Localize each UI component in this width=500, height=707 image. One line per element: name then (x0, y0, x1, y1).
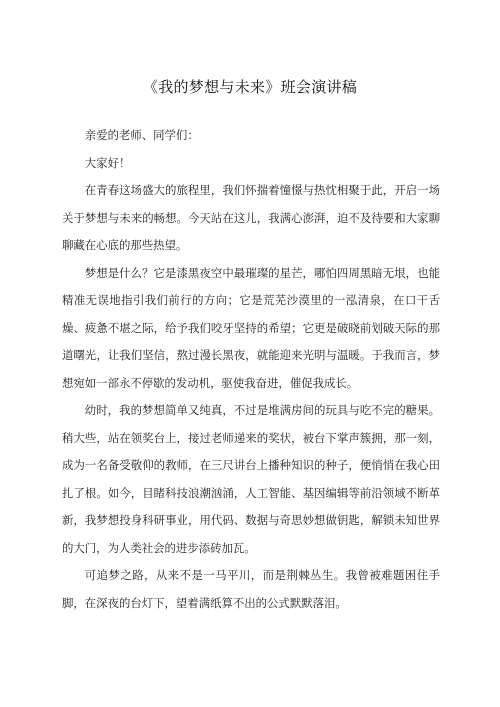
salutation: 亲爱的老师、同学们： (84, 128, 199, 142)
document-body (62, 122, 440, 617)
document-title: 《我的梦想与未来》班会演讲稿 (142, 78, 358, 96)
paragraph: 幼时，我的梦想简单又纯真，不过是堆满房间的玩具与吃不完的糖果。稍大些，站在领奖台上，接过老师递来的奖状，被台下掌声簇拥，那一刻，成为一名备受敬仰的教师，在三尺讲台上播种知识的种子，便悄悄在我心田扎了根。如今，目睹科技浪潮汹涌，人工智能、基因编辑等前沿领域不断革新，我梦想投身科研事业，用代码、数据与奇思妙想做钥匙，解锁未知世界的大门，为人类社会的进步添砖加瓦。 (62, 403, 440, 555)
greeting: 大家好！ (84, 155, 131, 170)
paragraph: 可追梦之路，从来不是一马平川，而是荆棘丛生。我曾被难题困住手脚，在深夜的台灯下，望着满纸算不出的公式默默落泪。 (62, 568, 440, 610)
paragraph: 在青春这场盛大的旅程里，我们怀揣着憧憬与热忱相聚于此，开启一场关于梦想与未来的畅想。今天站在这儿，我满心澎湃，迫不及待要和大家聊聊藏在心底的那些热望。 (62, 183, 440, 252)
paragraph: 梦想是什么？它是漆黑夜空中最璀璨的星芒，哪怕四周黑暗无垠，也能精准无误地指引我们前行的方向；它是荒芜沙漠里的一泓清泉，在口干舌燥、疲惫不堪之际，给予我们咬牙坚持的希望；它更是破晓前划破天际的那道曙光，让我们坚信，熬过漫长黑夜，就能迎来光明与温暖。于我而言，梦想宛如一部永不停歇的发动机，驱使我奋进，催促我成长。 (62, 265, 440, 390)
